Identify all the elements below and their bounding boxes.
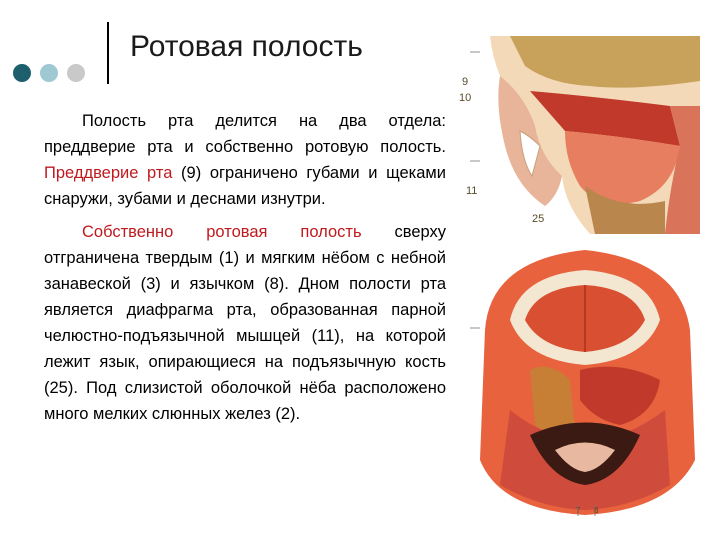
paragraph-1-text-b: (9) ограничено губами и щеками снаружи, зубами и деснами изнутри. (44, 164, 446, 208)
dot-light (40, 64, 58, 82)
paragraph-2-highlight: Собственно ротовая полость (82, 223, 362, 241)
label-25: 25 (532, 213, 545, 225)
title-divider (107, 22, 109, 84)
slide-title: Ротовая полость (130, 30, 363, 63)
paragraph-1-text-a: Полость рта делится на два отдела: преддверие рта и собственно ротовую полость. (44, 112, 446, 156)
body-text (44, 108, 446, 434)
paragraph-2 (44, 219, 446, 427)
label-11: 11 (466, 185, 478, 197)
label-8: 8 (594, 506, 599, 515)
label-10: 10 (459, 92, 472, 104)
paragraph-2-text: сверху отграничена твердым (1) и мягким нёбом с небной занавеской (3) и язычком (8). Дном полости рта является диафрагма рта, образованная парной челюстно-подъязычной мышцей (11), на которой лежит язык, опирающиеся на подъязычную кость (25). Под слизистой оболочкой нёба расположено много мелких слюнных желез (2). (44, 223, 446, 423)
paragraph-1-highlight: Преддверие рта (44, 164, 173, 182)
sagittal-section-illustration (470, 36, 700, 234)
dot-grey (67, 64, 85, 82)
decorative-dots (13, 64, 85, 82)
open-mouth-illustration (470, 240, 700, 516)
paragraph-1 (44, 108, 446, 212)
label-7: 7 (576, 506, 581, 515)
label-9: 9 (462, 76, 469, 88)
dot-dark (13, 64, 31, 82)
